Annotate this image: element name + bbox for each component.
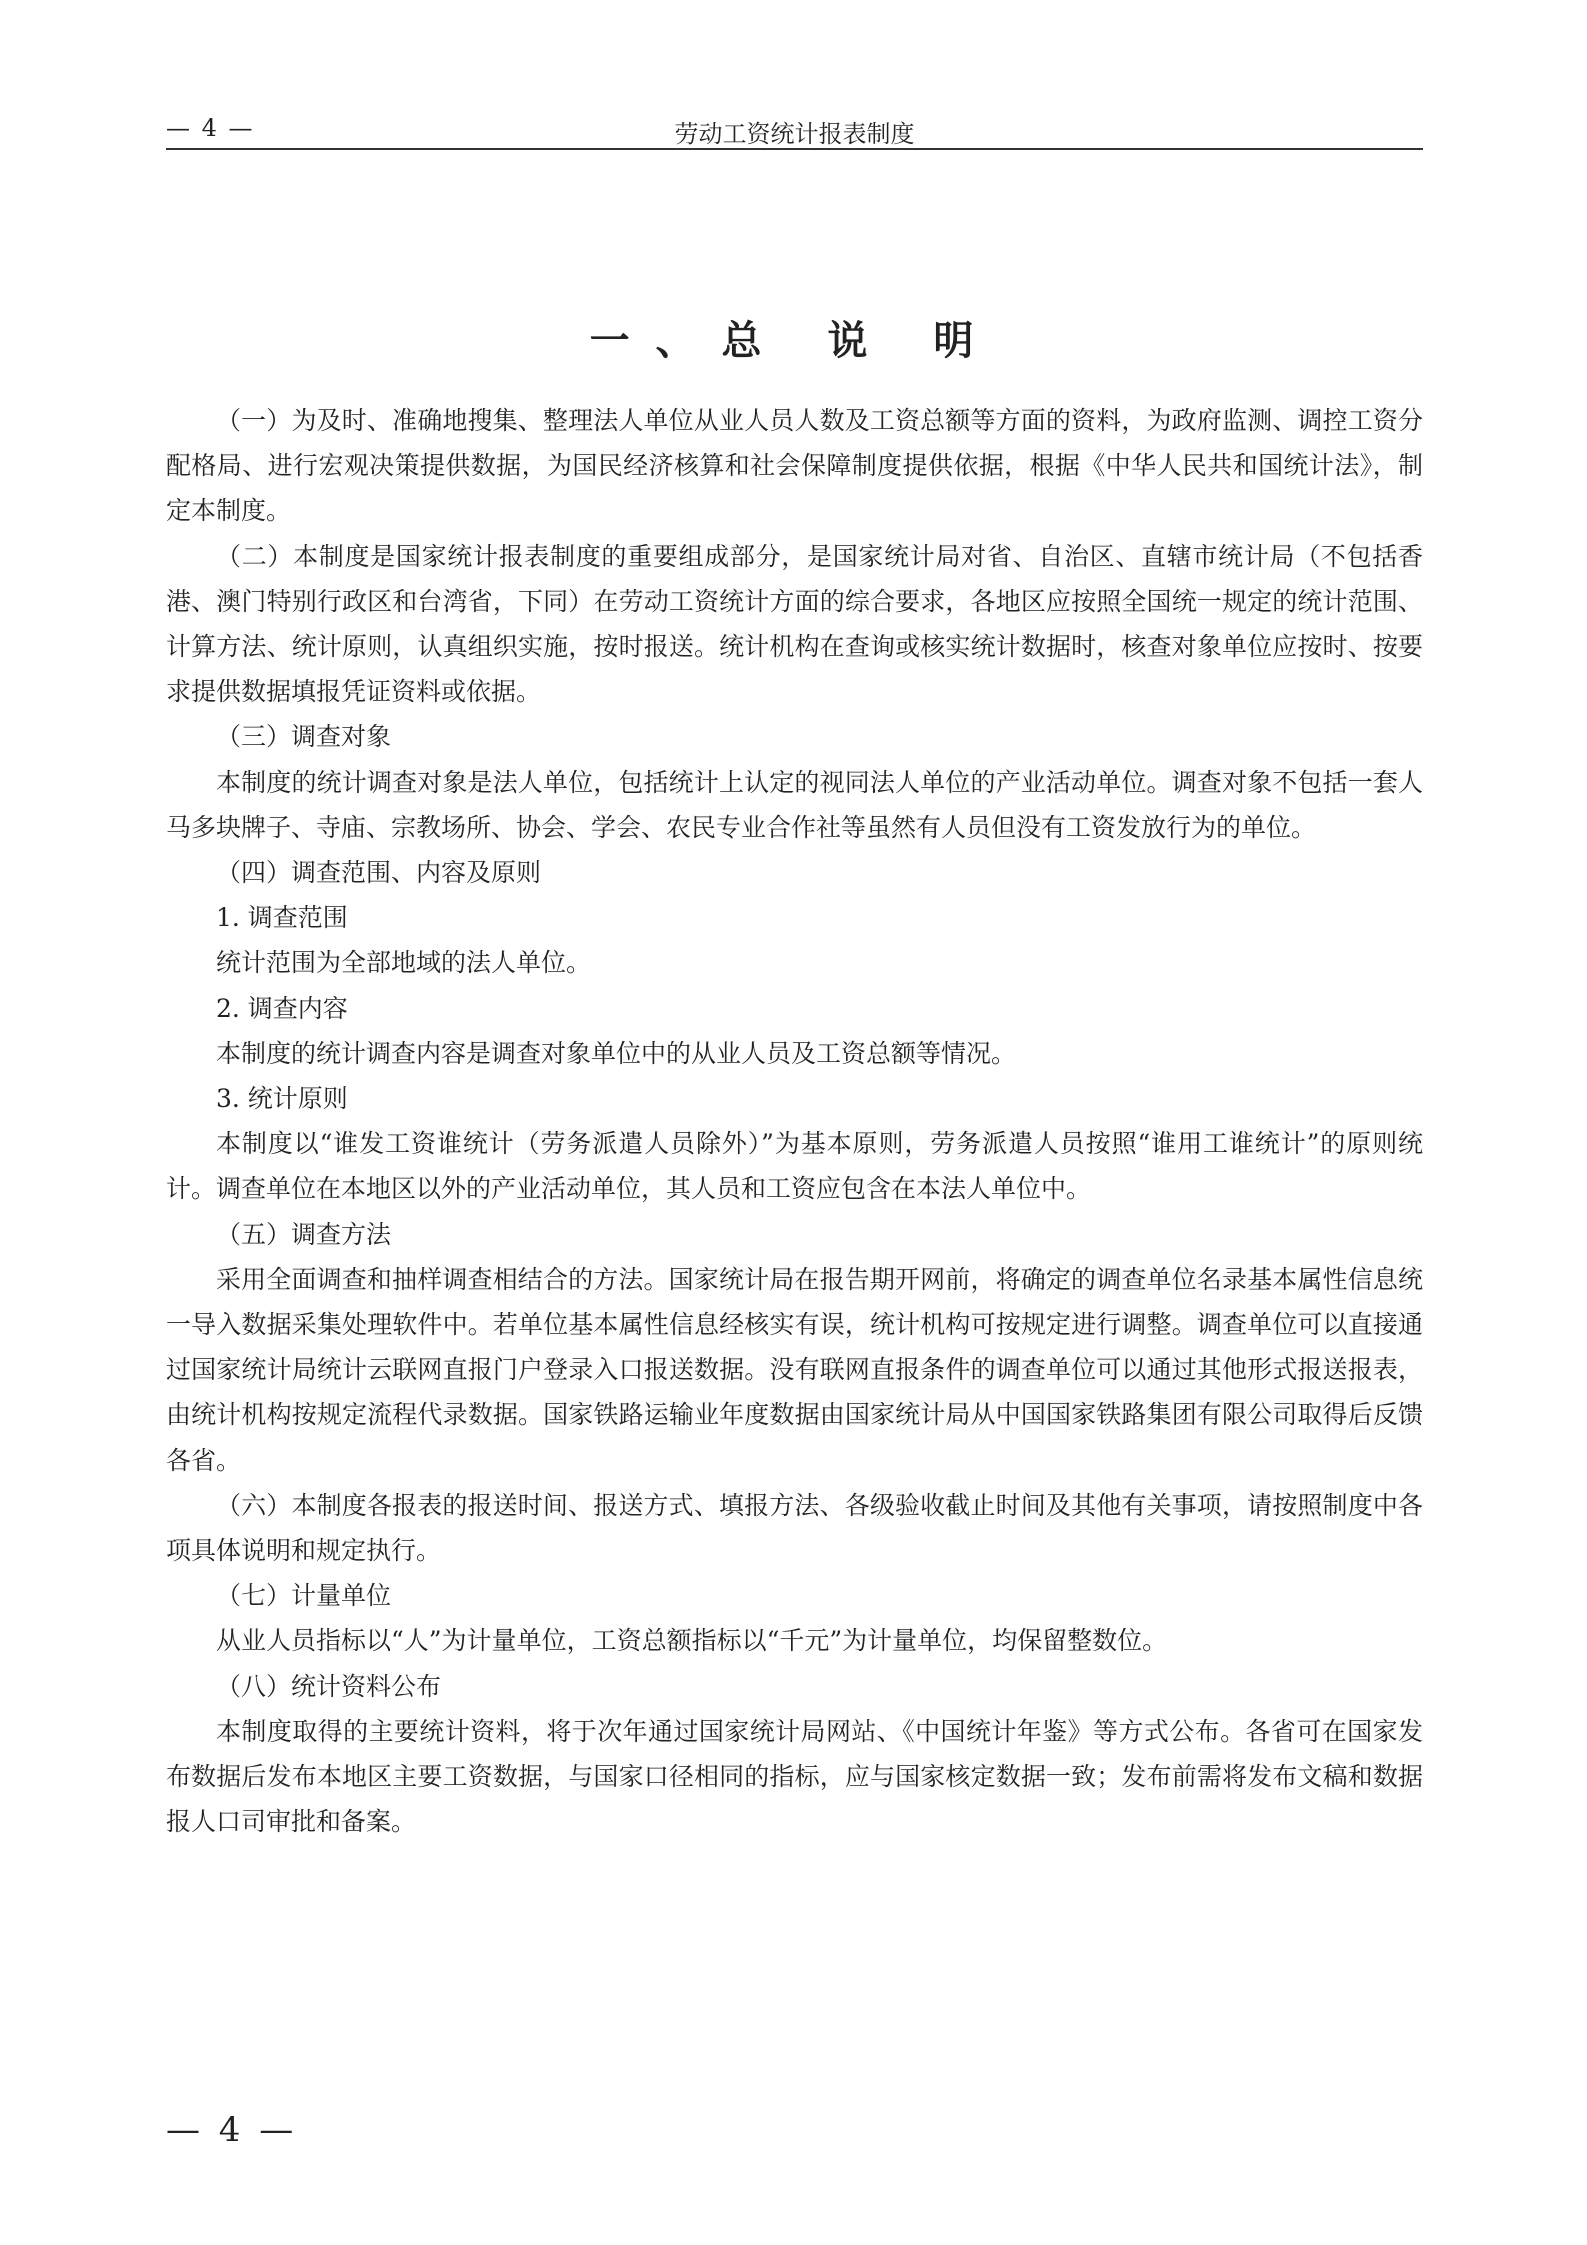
paragraph-survey-method: 采用全面调查和抽样调查相结合的方法。国家统计局在报告期开网前，将确定的调查单位名录基本属性信息统一导入数据采集处理软件中。若单位基本属性信息经核实有误，统计机构可按规定进行调整。调查单位可以直接通过国家统计局统计云联网直报门户登录入口报送数据。没有联网直报条件的调查单位可以通过其他形式报送报表，由统计机构按规定流程代录数据。国家铁路运输业年度数据由国家统计局从中国国家铁路集团有限公司取得后反馈各省。 [166, 1264, 1423, 1475]
header-page-number: — 4 — [166, 114, 255, 142]
paragraph-publication: 本制度取得的主要统计资料，将于次年通过国家统计局网站、《中国统计年鉴》等方式公布。各省可在国家发布数据后发布本地区主要工资数据，与国家口径相同的指标，应与国家核定数据一致；发布前需将发布文稿和数据报人口司审批和备案。 [166, 1716, 1423, 1837]
page-header [166, 108, 1423, 148]
paragraph-principles: 本制度以“谁发工资谁统计（劳务派遣人员除外）”为基本原则，劳务派遣人员按照“谁用工谁统计”的原则统计。调查单位在本地区以外的产业活动单位，其人员和工资应包含在本法人单位中。 [166, 1129, 1423, 1204]
paragraph-1: （一）为及时、准确地搜集、整理法人单位从业人员人数及工资总额等方面的资料，为政府监测、调控工资分配格局、进行宏观决策提供数据，为国民经济核算和社会保障制度提供依据，根据《中华人民共和国统计法》，制定本制度。 [166, 406, 1423, 526]
paragraph-survey-object: 本制度的统计调查对象是法人单位，包括统计上认定的视同法人单位的产业活动单位。调查对象不包括一套人马多块牌子、寺庙、宗教场所、协会、学会、农民专业合作社等虽然有人员但没有工资发放行为的单位。 [166, 767, 1423, 842]
heading-publication: （八）统计资料公布 [216, 1671, 442, 1701]
subheading-content: 2. 调查内容 [216, 993, 348, 1023]
heading-units: （七）计量单位 [216, 1581, 392, 1611]
paragraph-scope: 统计范围为全部地域的法人单位。 [216, 948, 592, 978]
heading-survey-object: （三）调查对象 [216, 722, 392, 752]
heading-survey-method: （五）调查方法 [216, 1219, 392, 1249]
header-divider [166, 148, 1423, 150]
body-text [166, 398, 1423, 1845]
footer-page-number: — 4 — [166, 2110, 298, 2150]
header-title: 劳动工资统计报表制度 [674, 120, 915, 148]
paragraph-6: （六）本制度各报表的报送时间、报送方式、填报方法、各级验收截止时间及其他有关事项，请按照制度中各项具体说明和规定执行。 [166, 1490, 1423, 1566]
section-title: 一、总 说 明 [589, 317, 1000, 364]
subheading-principles: 3. 统计原则 [216, 1084, 348, 1114]
paragraph-2: （二）本制度是国家统计报表制度的重要组成部分，是国家统计局对省、自治区、直辖市统计局（不包括香港、澳门特别行政区和台湾省，下同）在劳动工资统计方面的综合要求，各地区应按照全国统一规定的统计范围、计算方法、统计原则，认真组织实施，按时报送。统计机构在查询或核实统计数据时，核查对象单位应按时、按要求提供数据填报凭证资料或依据。 [166, 541, 1423, 707]
heading-scope-content-principles: （四）调查范围、内容及原则 [216, 858, 542, 888]
paragraph-units: 从业人员指标以“人”为计量单位，工资总额指标以“千元”为计量单位，均保留整数位。 [216, 1626, 1168, 1656]
paragraph-content: 本制度的统计调查内容是调查对象单位中的从业人员及工资总额等情况。 [216, 1038, 1017, 1068]
subheading-scope: 1. 调查范围 [216, 903, 348, 933]
